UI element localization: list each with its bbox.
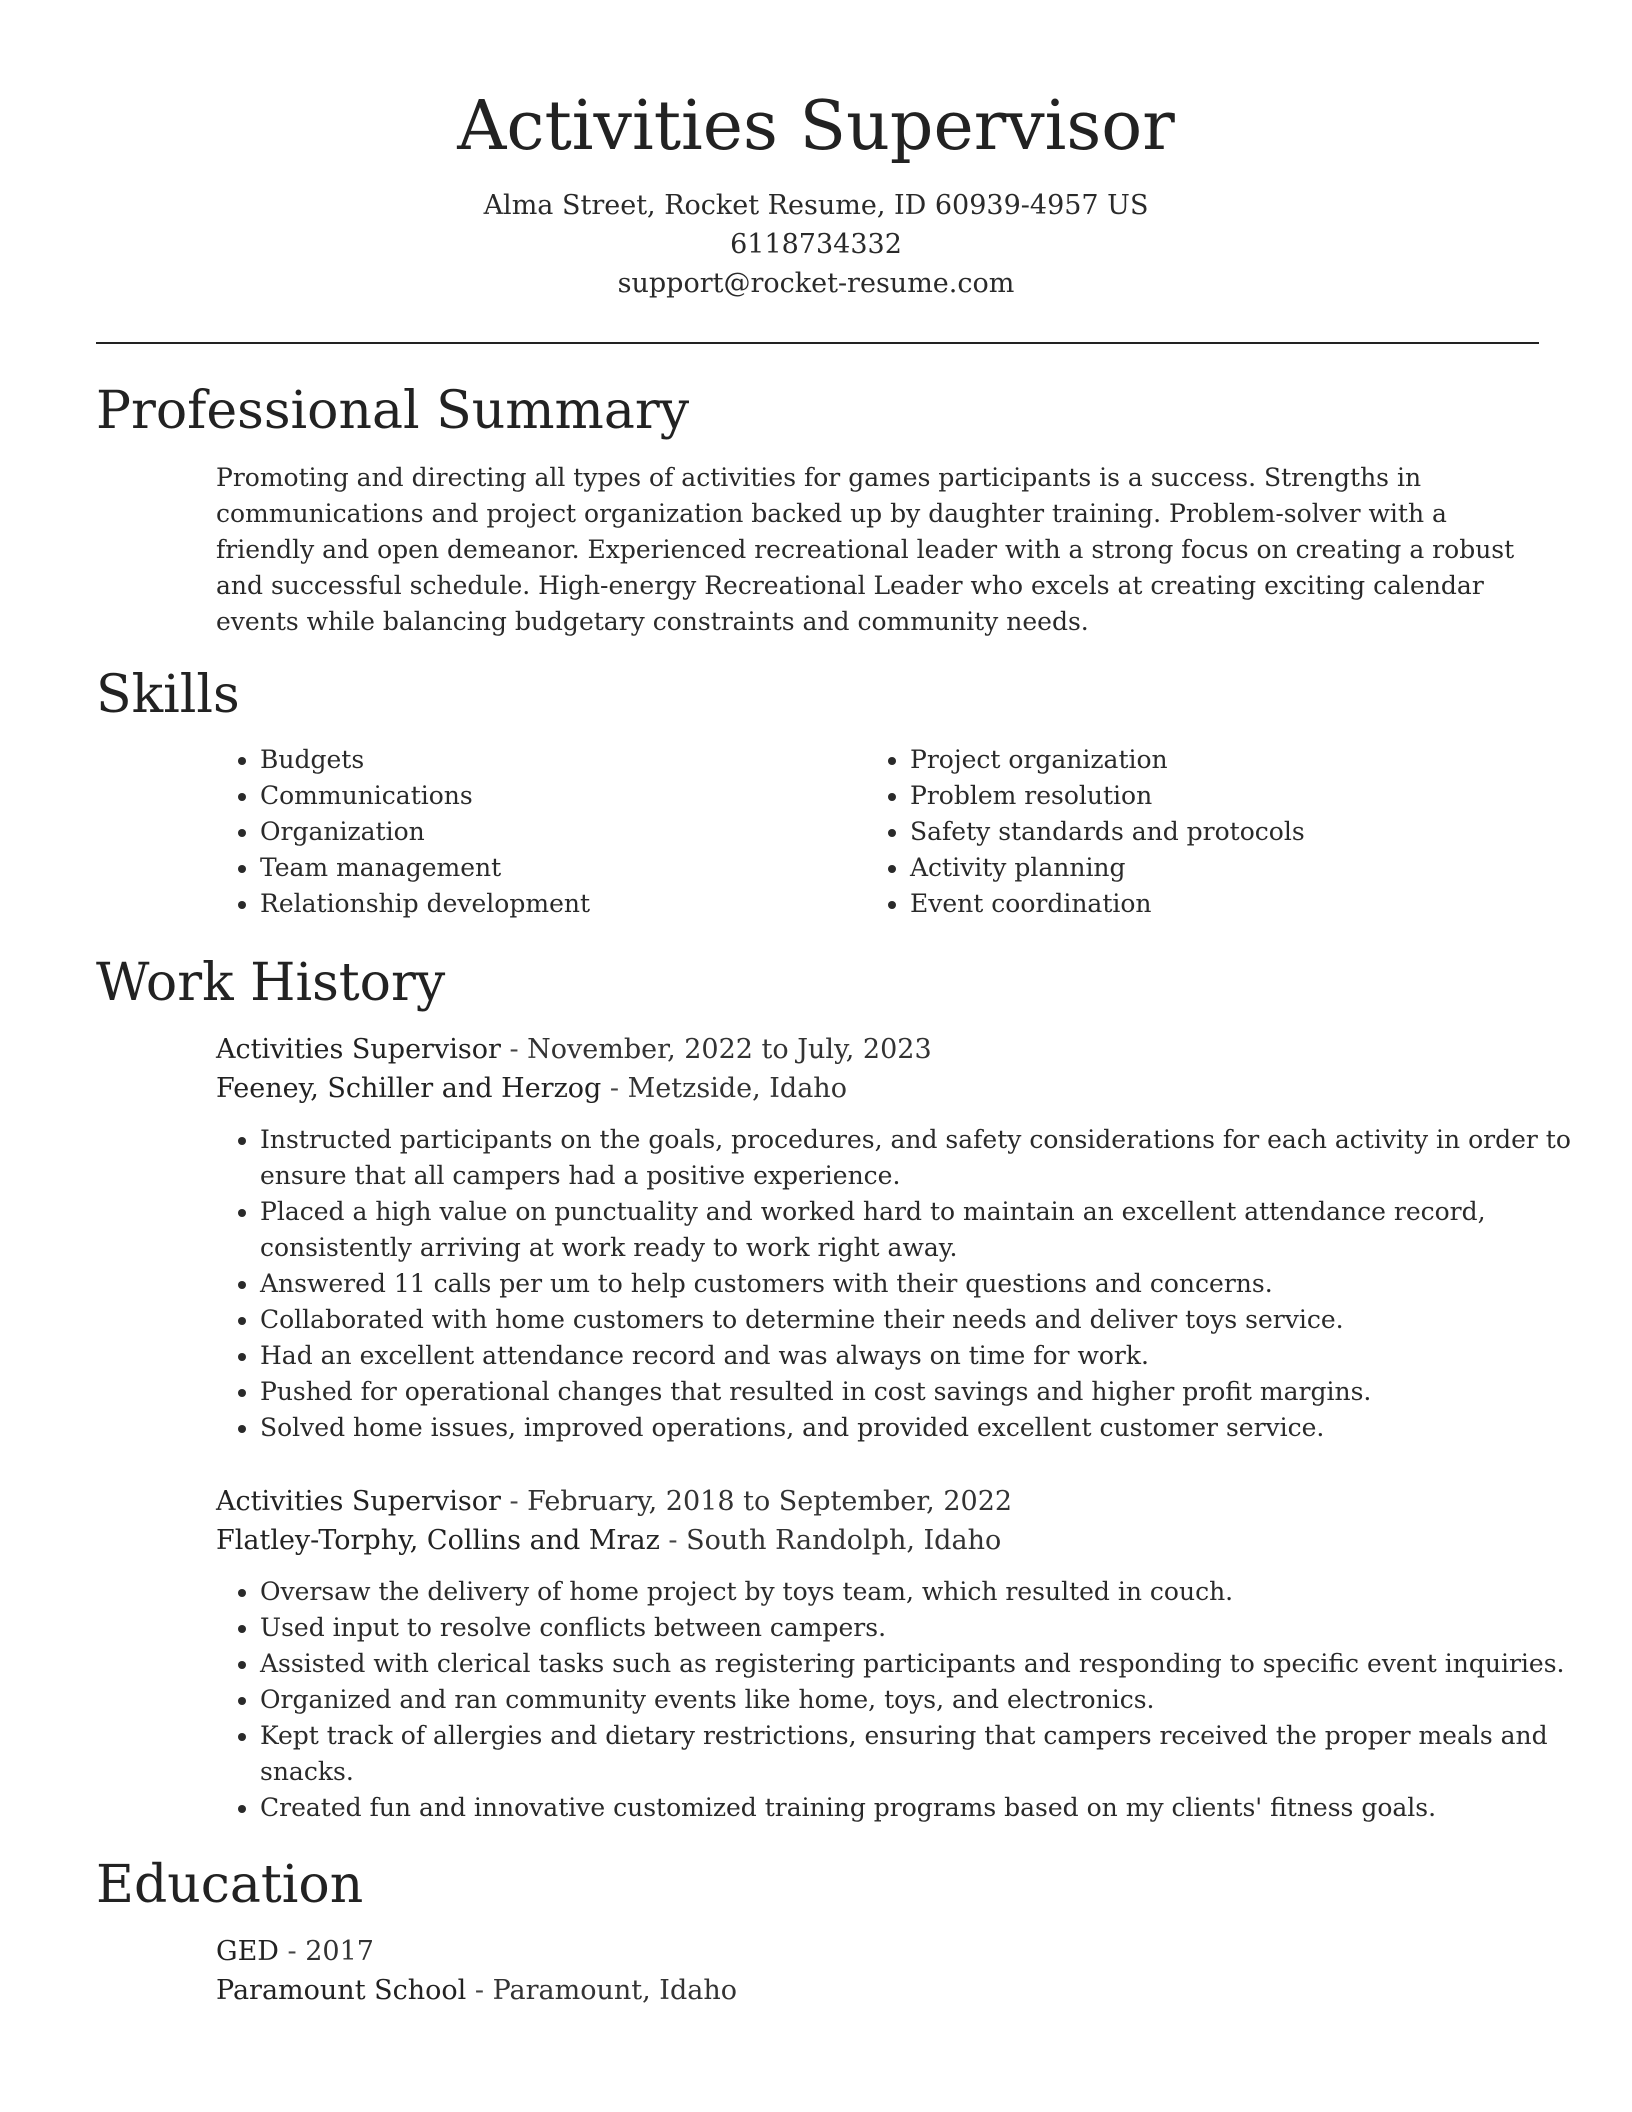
education-location: Paramount, Idaho [492, 1975, 737, 2006]
skill-item: • Problem resolution [910, 778, 1466, 814]
job-employer-line: Flatley-Torphy, Collins and Mraz - South Randolph, Idaho [216, 1525, 1002, 1556]
job-bullet: • Oversaw the delivery of home project by toys team, which resulted in couch. [260, 1574, 1580, 1610]
skills-column-left [216, 742, 816, 922]
job-bullet: • Organized and ran community events like home, toys, and electronics. [260, 1682, 1580, 1718]
job-bullets [216, 1122, 1580, 1446]
job-position: Activities Supervisor [216, 1486, 501, 1517]
contact-email: support@rocket-resume.com [617, 268, 1015, 299]
work-history-heading: Work History [96, 953, 446, 1013]
job-bullet: • Pushed for operational changes that resulted in cost savings and higher profit margins. [260, 1374, 1580, 1410]
education-year: 2017 [305, 1936, 374, 1967]
job-employer: Flatley-Torphy, Collins and Mraz [216, 1525, 660, 1556]
job-bullet: • Had an excellent attendance record and was always on time for work. [260, 1338, 1580, 1374]
contact-phone: 6118734332 [730, 229, 902, 260]
job-bullet: • Instructed participants on the goals, procedures, and safety considerations for each activity in order to ensure that all campers had a positive experience. [260, 1122, 1580, 1194]
job-bullet: • Created fun and innovative customized training programs based on my clients' fitness goals. [260, 1790, 1580, 1826]
summary-heading: Professional Summary [96, 381, 690, 441]
education-heading: Education [96, 1855, 364, 1915]
skill-item: • Team management [260, 850, 816, 886]
job-position: Activities Supervisor [216, 1034, 501, 1065]
education-degree: GED [216, 1936, 279, 1967]
skill-item: • Event coordination [910, 886, 1466, 922]
job-bullet: • Answered 11 calls per um to help customers with their questions and concerns. [260, 1266, 1580, 1302]
skill-item: • Communications [260, 778, 816, 814]
job-entry [216, 1482, 1565, 1826]
resume-header [0, 0, 1632, 303]
skill-item: • Project organization [910, 742, 1466, 778]
job-bullets [216, 1574, 1580, 1826]
job-location: Metzside, Idaho [627, 1073, 847, 1104]
contact-info [0, 186, 1632, 303]
job-bullet: • Assisted with clerical tasks such as registering participants and responding to specific event inquiries. [260, 1646, 1580, 1682]
job-bullet: • Solved home issues, improved operations, and provided excellent customer service. [260, 1410, 1580, 1446]
skills-column-right [866, 742, 1466, 922]
skill-item: • Organization [260, 814, 816, 850]
job-employer: Feeney, Schiller and Herzog [216, 1073, 602, 1104]
skill-item: • Relationship development [260, 886, 816, 922]
job-dates: November, 2022 to July, 2023 [527, 1034, 932, 1065]
skill-item: • Safety standards and protocols [910, 814, 1466, 850]
job-bullet: • Placed a high value on punctuality and worked hard to maintain an excellent attendance record, consistently arriving at work ready to work right away. [260, 1194, 1580, 1266]
education-entry [216, 1932, 1536, 2010]
job-bullet: • Kept track of allergies and dietary restrictions, ensuring that campers received the proper meals and snacks. [260, 1718, 1580, 1790]
job-title-line: Activities Supervisor - February, 2018 to September, 2022 [216, 1486, 1013, 1517]
summary-text: Promoting and directing all types of activities for games participants is a success. Strengths in communications and project organization backed up by daughter training. Problem-solver with a friendly and open demeanor. Experienced recreational leader with a strong focus on creating a robust and successful schedule. High-energy Recreational Leader who excels at creating exciting calendar events while balancing budgetary constraints and community needs. [216, 463, 1515, 636]
job-location: South Randolph, Idaho [686, 1525, 1002, 1556]
education-degree-line: GED - 2017 [216, 1936, 374, 1967]
skills-list-right [866, 742, 1466, 922]
skills-heading: Skills [96, 665, 240, 725]
summary-section [216, 460, 1536, 640]
education-school-line: Paramount School - Paramount, Idaho [216, 1975, 737, 2006]
job-dates: February, 2018 to September, 2022 [527, 1486, 1013, 1517]
contact-address: Alma Street, Rocket Resume, ID 60939-4957 US [483, 190, 1149, 221]
job-bullet: • Used input to resolve conflicts between campers. [260, 1610, 1580, 1646]
job-title-line: Activities Supervisor - November, 2022 to July, 2023 [216, 1034, 932, 1065]
education-school: Paramount School [216, 1975, 467, 2006]
skills-list-left [216, 742, 816, 922]
job-entry [216, 1030, 1571, 1446]
header-divider [96, 342, 1539, 344]
job-bullet: • Collaborated with home customers to determine their needs and deliver toys service. [260, 1302, 1580, 1338]
skill-item: • Activity planning [910, 850, 1466, 886]
candidate-name: Activities Supervisor [457, 87, 1175, 166]
job-employer-line: Feeney, Schiller and Herzog - Metzside, Idaho [216, 1073, 847, 1104]
skill-item: • Budgets [260, 742, 816, 778]
